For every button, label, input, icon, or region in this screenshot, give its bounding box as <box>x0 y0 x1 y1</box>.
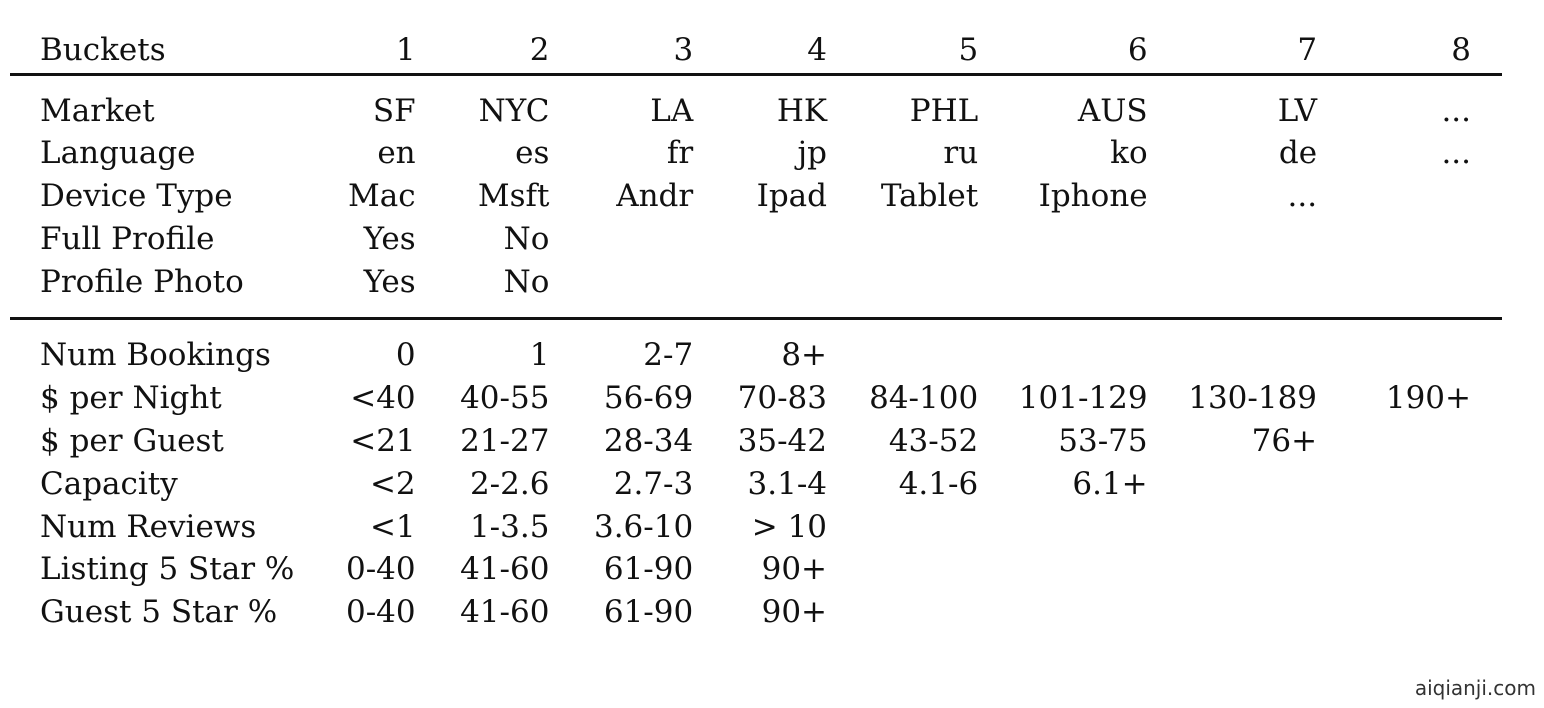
table-cell: 53-75 <box>1058 423 1148 460</box>
table-cell <box>1148 261 1317 319</box>
table-cell: 21-27 <box>460 423 550 460</box>
row-label: Full Profile <box>40 220 215 257</box>
table-cell <box>1317 175 1502 218</box>
table-cell: ... <box>1441 135 1471 172</box>
table-cell: 61-90 <box>603 551 694 588</box>
table-cell: Yes <box>363 263 416 300</box>
table-cell: <21 <box>350 423 416 460</box>
table-cell <box>827 506 978 549</box>
table-cell: 1-3.5 <box>469 508 550 545</box>
table-cell <box>1148 591 1317 634</box>
table-row <box>10 420 1502 463</box>
table-cell: HK <box>776 92 828 129</box>
table-cell: LV <box>1277 92 1318 129</box>
bucket-header: 3 <box>673 32 694 69</box>
table-cell <box>1317 261 1502 319</box>
table-cell: 2.7-3 <box>613 465 694 502</box>
table-cell: 28-34 <box>603 423 694 460</box>
bucket-header: 4 <box>807 32 828 69</box>
table-cell: 1 <box>529 337 550 374</box>
bucket-header: 2 <box>529 32 550 69</box>
row-label: $ per Night <box>40 380 222 417</box>
table-cell: SF <box>372 92 416 129</box>
table-cell: Msft <box>477 178 550 215</box>
table-cell: 43-52 <box>888 423 979 460</box>
table-cell: 40-55 <box>460 380 550 417</box>
table-cell: 2-7 <box>643 337 694 374</box>
categorical-features-group <box>10 74 1502 319</box>
table-cell <box>1148 218 1317 261</box>
table-cell: jp <box>797 135 828 172</box>
table-cell: Iphone <box>1038 178 1148 215</box>
watermark: aiqianji.com <box>1414 676 1536 700</box>
table-cell <box>693 261 827 319</box>
table-cell <box>827 261 978 319</box>
table-cell <box>549 261 693 319</box>
buckets-table <box>10 28 1502 634</box>
table-cell: 101-129 <box>1018 380 1148 417</box>
table-cell: <40 <box>350 380 416 417</box>
table-row <box>10 319 1502 377</box>
table-cell <box>1317 506 1502 549</box>
table-header <box>10 28 1502 74</box>
table-row <box>10 591 1502 634</box>
row-label: Device Type <box>40 178 233 215</box>
row-label: Listing 5 Star % <box>40 551 295 588</box>
table-cell <box>827 548 978 591</box>
table-cell <box>827 591 978 634</box>
table-cell: 0-40 <box>345 551 416 588</box>
table-cell: Yes <box>363 220 416 257</box>
table-cell: 0 <box>395 337 416 374</box>
table-cell <box>693 218 827 261</box>
row-label: Market <box>40 92 155 129</box>
table-cell: 8+ <box>781 337 828 374</box>
numeric-features-group <box>10 319 1502 634</box>
table-cell <box>1317 218 1502 261</box>
table-cell: 0-40 <box>345 594 416 631</box>
row-label: Num Reviews <box>40 508 257 545</box>
table-cell: 90+ <box>761 594 828 631</box>
table-cell: ... <box>1441 92 1471 129</box>
table-cell <box>1148 463 1317 506</box>
table-cell <box>1148 548 1317 591</box>
table-row <box>10 175 1502 218</box>
table-cell <box>1317 463 1502 506</box>
table-cell: fr <box>666 135 694 172</box>
table-cell: Tablet <box>880 178 979 215</box>
table-cell <box>978 591 1147 634</box>
table-row <box>10 377 1502 420</box>
table-cell: 61-90 <box>603 594 694 631</box>
table-cell: 41-60 <box>460 551 550 588</box>
table-cell <box>978 261 1147 319</box>
table-cell: 70-83 <box>737 380 828 417</box>
row-label: Capacity <box>40 465 178 502</box>
table-cell: 3.1-4 <box>747 465 828 502</box>
table-row <box>10 261 1502 319</box>
row-label: Num Bookings <box>40 337 271 374</box>
table-cell: <2 <box>369 465 416 502</box>
header-label: Buckets <box>40 32 166 69</box>
table-cell <box>978 548 1147 591</box>
table-cell: No <box>503 220 550 257</box>
table-cell: 6.1+ <box>1072 465 1148 502</box>
table-cell: 190+ <box>1385 380 1471 417</box>
table-cell: 90+ <box>761 551 828 588</box>
table-cell <box>1317 548 1502 591</box>
table-cell <box>549 218 693 261</box>
table-cell: 4.1-6 <box>898 465 979 502</box>
table-cell: ko <box>1110 135 1148 172</box>
row-label: Guest 5 Star % <box>40 594 278 631</box>
table-row <box>10 506 1502 549</box>
table-row <box>10 548 1502 591</box>
table-cell: ru <box>943 135 979 172</box>
table-cell: 3.6-10 <box>593 508 694 545</box>
row-label: Language <box>40 135 196 172</box>
table-cell: AUS <box>1077 92 1148 129</box>
bucket-header: 8 <box>1451 32 1471 69</box>
table-cell: Mac <box>348 178 416 215</box>
table-cell <box>1148 506 1317 549</box>
table-cell: 41-60 <box>460 594 550 631</box>
header-row <box>10 28 1502 74</box>
table-row <box>10 132 1502 175</box>
row-label: $ per Guest <box>40 423 224 460</box>
table-cell: 35-42 <box>737 423 828 460</box>
table-row <box>10 218 1502 261</box>
bucket-header: 7 <box>1297 32 1318 69</box>
table-cell: Ipad <box>756 178 828 215</box>
table-cell <box>978 319 1147 377</box>
table-cell: 76+ <box>1251 423 1318 460</box>
bucket-header: 1 <box>395 32 416 69</box>
row-label: Profile Photo <box>40 263 244 300</box>
bucket-header: 6 <box>1127 32 1148 69</box>
table-cell <box>1317 420 1502 463</box>
table-cell: <1 <box>369 508 416 545</box>
table-cell: LA <box>650 92 694 129</box>
table-cell <box>827 319 978 377</box>
bucket-header: 5 <box>958 32 979 69</box>
table-cell: Andr <box>616 178 694 215</box>
table-cell <box>978 218 1147 261</box>
table-cell: PHL <box>909 92 979 129</box>
table-cell: en <box>377 135 416 172</box>
table-cell: 2-2.6 <box>469 465 550 502</box>
table-cell: > 10 <box>751 508 828 545</box>
table-cell <box>1148 319 1317 377</box>
table-cell <box>1317 591 1502 634</box>
table-cell: de <box>1278 135 1318 172</box>
table-cell: NYC <box>478 92 550 129</box>
table-cell: es <box>515 135 550 172</box>
table-cell <box>827 218 978 261</box>
table-cell <box>978 506 1147 549</box>
table-row <box>10 74 1502 132</box>
table-cell: 56-69 <box>603 380 694 417</box>
table-cell <box>1317 319 1502 377</box>
table-cell: 130-189 <box>1188 380 1318 417</box>
table-cell: ... <box>1287 178 1318 215</box>
table-cell: 84-100 <box>869 380 979 417</box>
table-cell: No <box>503 263 550 300</box>
table-row <box>10 463 1502 506</box>
